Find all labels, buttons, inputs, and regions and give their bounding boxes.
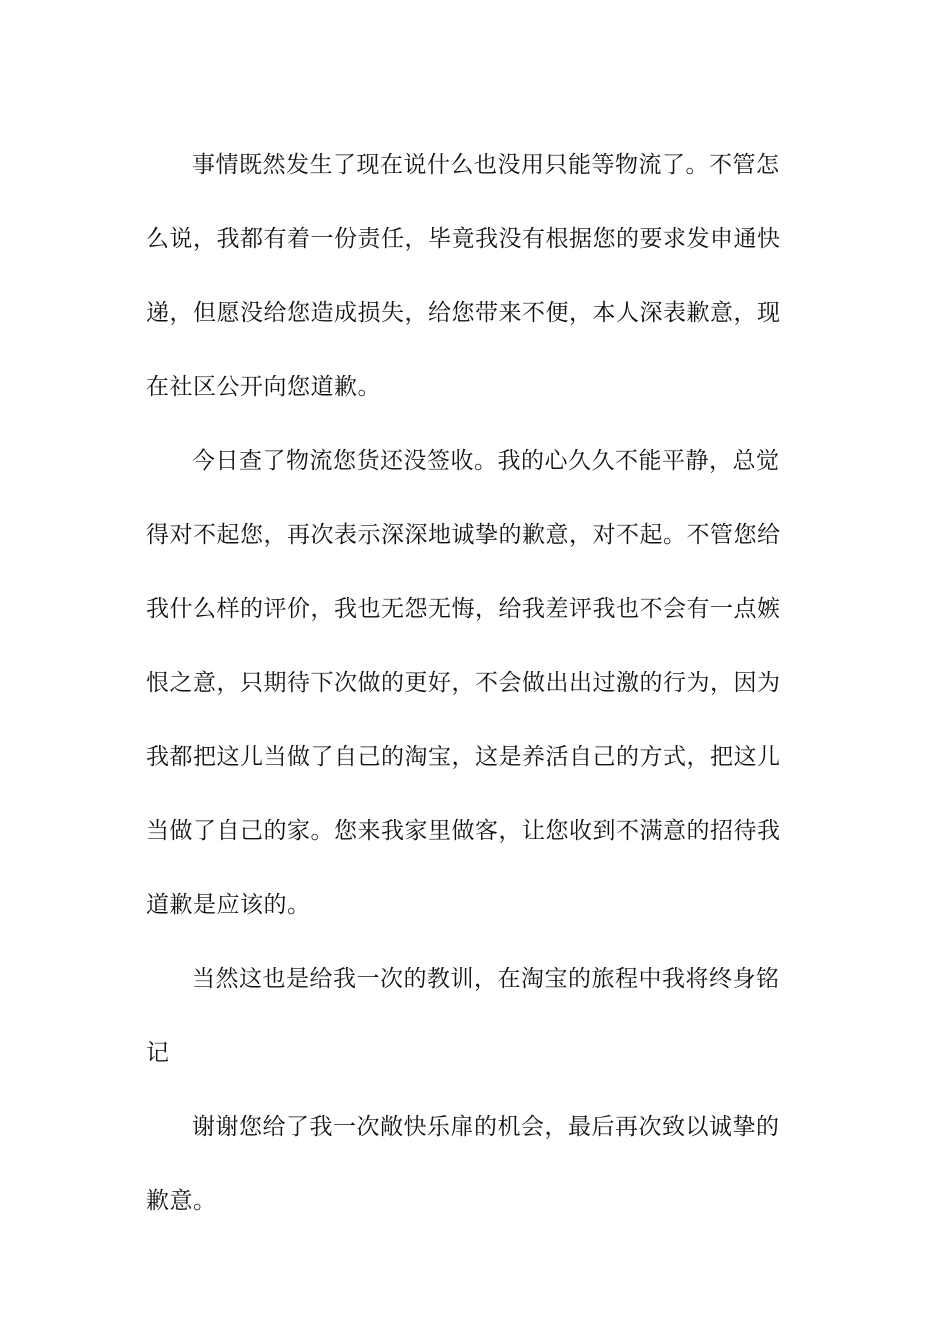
text-line: 递，但愿没给您造成损失，给您带来不便，本人深表歉意，现 xyxy=(146,300,781,326)
text-line: 恨之意，只期待下次做的更好，不会做出出过激的行为，因为 xyxy=(146,670,781,696)
text-line: 我什么样的评价，我也无怨无悔，给我差评我也不会有一点嫉 xyxy=(146,596,781,622)
text-line: 今日查了物流您货还没签收。我的心久久不能平静，总觉 xyxy=(192,448,780,474)
text-line: 记 xyxy=(146,1040,170,1066)
paragraph-2 xyxy=(146,424,806,942)
text-line: 当做了自己的家。您来我家里做客，让您收到不满意的招待我 xyxy=(146,818,781,844)
text-line: 道歉是应该的。 xyxy=(146,892,311,918)
document-body xyxy=(146,128,806,1238)
text-line: 我都把这儿当做了自己的淘宝，这是养活自己的方式，把这儿 xyxy=(146,744,781,770)
paragraph-3 xyxy=(146,942,806,1090)
text-line: 谢谢您给了我一次敞快乐扉的机会，最后再次致以诚挚的 xyxy=(192,1114,780,1140)
text-line: 么说，我都有着一份责任，毕竟我没有根据您的要求发申通快 xyxy=(146,226,781,252)
text-line: 当然这也是给我一次的教训，在淘宝的旅程中我将终身铭 xyxy=(192,966,780,992)
text-line: 得对不起您，再次表示深深地诚挚的歉意，对不起。不管您给 xyxy=(146,522,781,548)
paragraph-4 xyxy=(146,1090,806,1238)
text-line: 歉意。 xyxy=(146,1188,217,1214)
text-line: 在社区公开向您道歉。 xyxy=(146,374,381,400)
text-line: 事情既然发生了现在说什么也没用只能等物流了。不管怎 xyxy=(192,152,780,178)
paragraph-1 xyxy=(146,128,806,424)
